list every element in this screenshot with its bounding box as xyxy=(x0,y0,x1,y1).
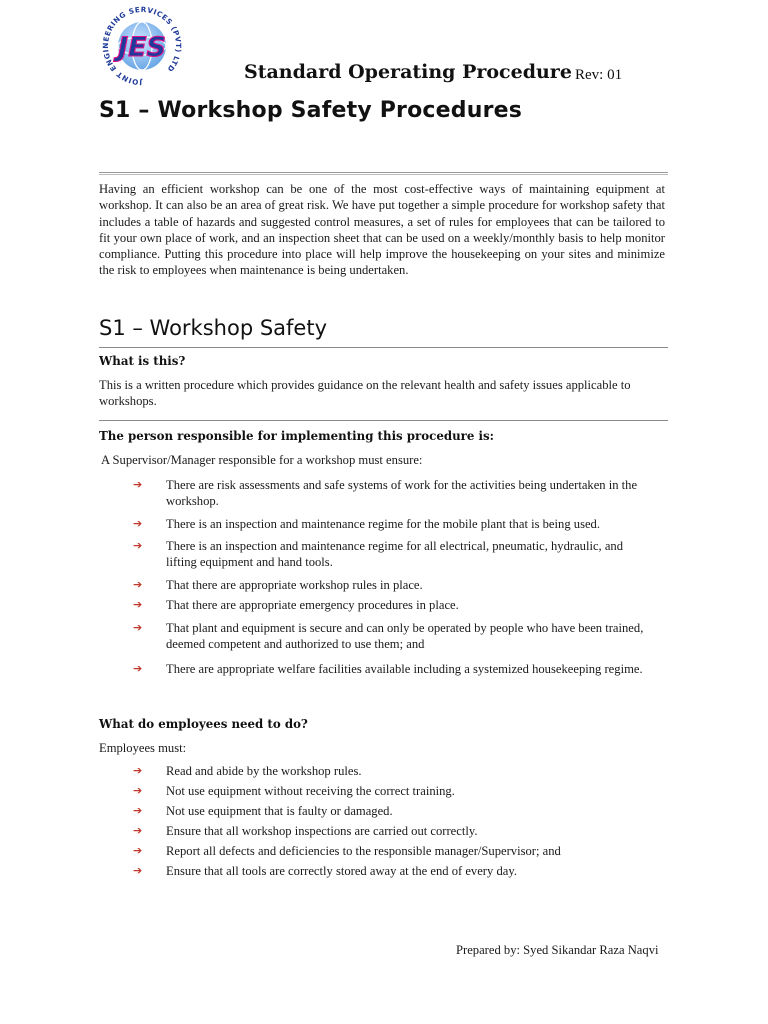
intro-paragraph: Having an efficient workshop can be one of the most cost-effective ways of maintaining equipment at workshop. It can also be an area of great risk. We have put together a simple procedure for workshop safety that includes a table of hazards and suggested control measures, a set of rules for employees that can be tailored to fit your own place of work, and an inspection sheet that can be used on a weekly/monthly basis to help monitor compliance. Putting this procedure into place will help improve the housekeeping on your sites and minimize the risk to employees when maintenance is being undertaken. xyxy=(99,182,665,278)
sop-title: Standard Operating Procedure xyxy=(244,61,572,83)
section-divider xyxy=(99,347,668,348)
responsible-lead: A Supervisor/Manager responsible for a workshop must ensure: xyxy=(101,453,423,467)
subsection-divider xyxy=(99,420,668,421)
arrow-bullet-icon: ➔ xyxy=(133,578,143,591)
arrow-bullet-icon: ➔ xyxy=(133,539,143,552)
arrow-bullet-icon: ➔ xyxy=(133,517,143,530)
title-divider xyxy=(99,172,668,175)
arrow-bullet-icon: ➔ xyxy=(133,764,143,777)
arrow-bullet-icon: ➔ xyxy=(133,598,143,611)
arrow-bullet-icon: ➔ xyxy=(133,478,143,491)
arrow-bullet-icon: ➔ xyxy=(133,804,143,817)
document-title: S1 – Workshop Safety Procedures xyxy=(99,98,523,123)
arrow-bullet-icon: ➔ xyxy=(133,662,143,675)
svg-text:JES: JES xyxy=(118,32,166,63)
arrow-bullet-icon: ➔ xyxy=(133,844,143,857)
arrow-bullet-icon: ➔ xyxy=(133,621,143,634)
section-title: S1 – Workshop Safety xyxy=(99,316,327,340)
responsible-heading: The person responsible for implementing this procedure is: xyxy=(99,429,494,443)
prepared-by: Prepared by: Syed Sikandar Raza Naqvi xyxy=(456,943,659,957)
arrow-bullet-icon: ➔ xyxy=(133,864,143,877)
svg-text:JOINT ENGINEERING SERVICES (PV: JOINT ENGINEERING SERVICES (PVT) LTD xyxy=(100,4,184,88)
what-is-this-heading: What is this? xyxy=(99,354,186,368)
employees-lead: Employees must: xyxy=(99,741,187,755)
revision-label: Rev: 01 xyxy=(575,67,623,83)
arrow-bullet-icon: ➔ xyxy=(133,824,143,837)
employees-heading: What do employees need to do? xyxy=(99,717,308,731)
document-page: JOINT ENGINEERING SERVICES (PVT) LTD JES Standard Operating Procedure Rev: 01 S1 – Workshop Safety Procedures Having an efficient workshop can be one of the most cost-effective ways of maintaining equipment at workshop. It can also be an area of great risk. We have put together a simple procedure for workshop safety that includes a table of hazards and suggested control measures, a set of rules for employees that can be tailored to fit your own place of work, and an inspection sheet that can be used on a weekly/monthly basis to help monitor compliance. Putting this procedure into place will help improve the housekeeping on your sites and minimize the risk to employees when maintenance is being undertaken. S1 – Workshop Safety What is this? This is a written procedure which provides guidance on the relevant health and safety issues applicable to workshops. The person responsible for implementing this procedure is: A Supervisor/Manager responsible for a workshop must ensure: ➔ There are risk assessments and safe systems of work for the activities being undertaken in the workshop. ➔ There is an inspection and maintenance regime for the mobile plant that is being used. ➔ There is an inspection and maintenance regime for all electrical, pneumatic, hydraulic, and lifting equipment and hand tools. ➔ That there are appropriate workshop rules in place. ➔ That there are appropriate emergency procedures in place. ➔ That plant and equipment is secure and can only be operated by people who have been trained, deemed competent and authorized to use them; and ➔ There are appropriate welfare facilities available including a systemized housekeeping regime. What do employees need to do? Employees must: ➔ Read and abide by the workshop rules. ➔ Not use equipment without receiving the correct training. ➔ Not use equipment that is faulty or damaged. ➔ Ensure that all workshop inspections are carried out correctly. ➔ Report all defects and deficiencies to the responsible manager/Supervisor; and ➔ Ensure that all tools are correctly stored away at the end of every day. Prepared by: Syed Sikandar Raza Naqvi xyxy=(0,0,768,1024)
company-logo-icon xyxy=(92,0,192,88)
what-is-this-text: This is a written procedure which provides guidance on the relevant health and safety issues applicable to workshops. xyxy=(99,378,631,408)
arrow-bullet-icon: ➔ xyxy=(133,784,143,797)
company-logo xyxy=(92,0,192,88)
